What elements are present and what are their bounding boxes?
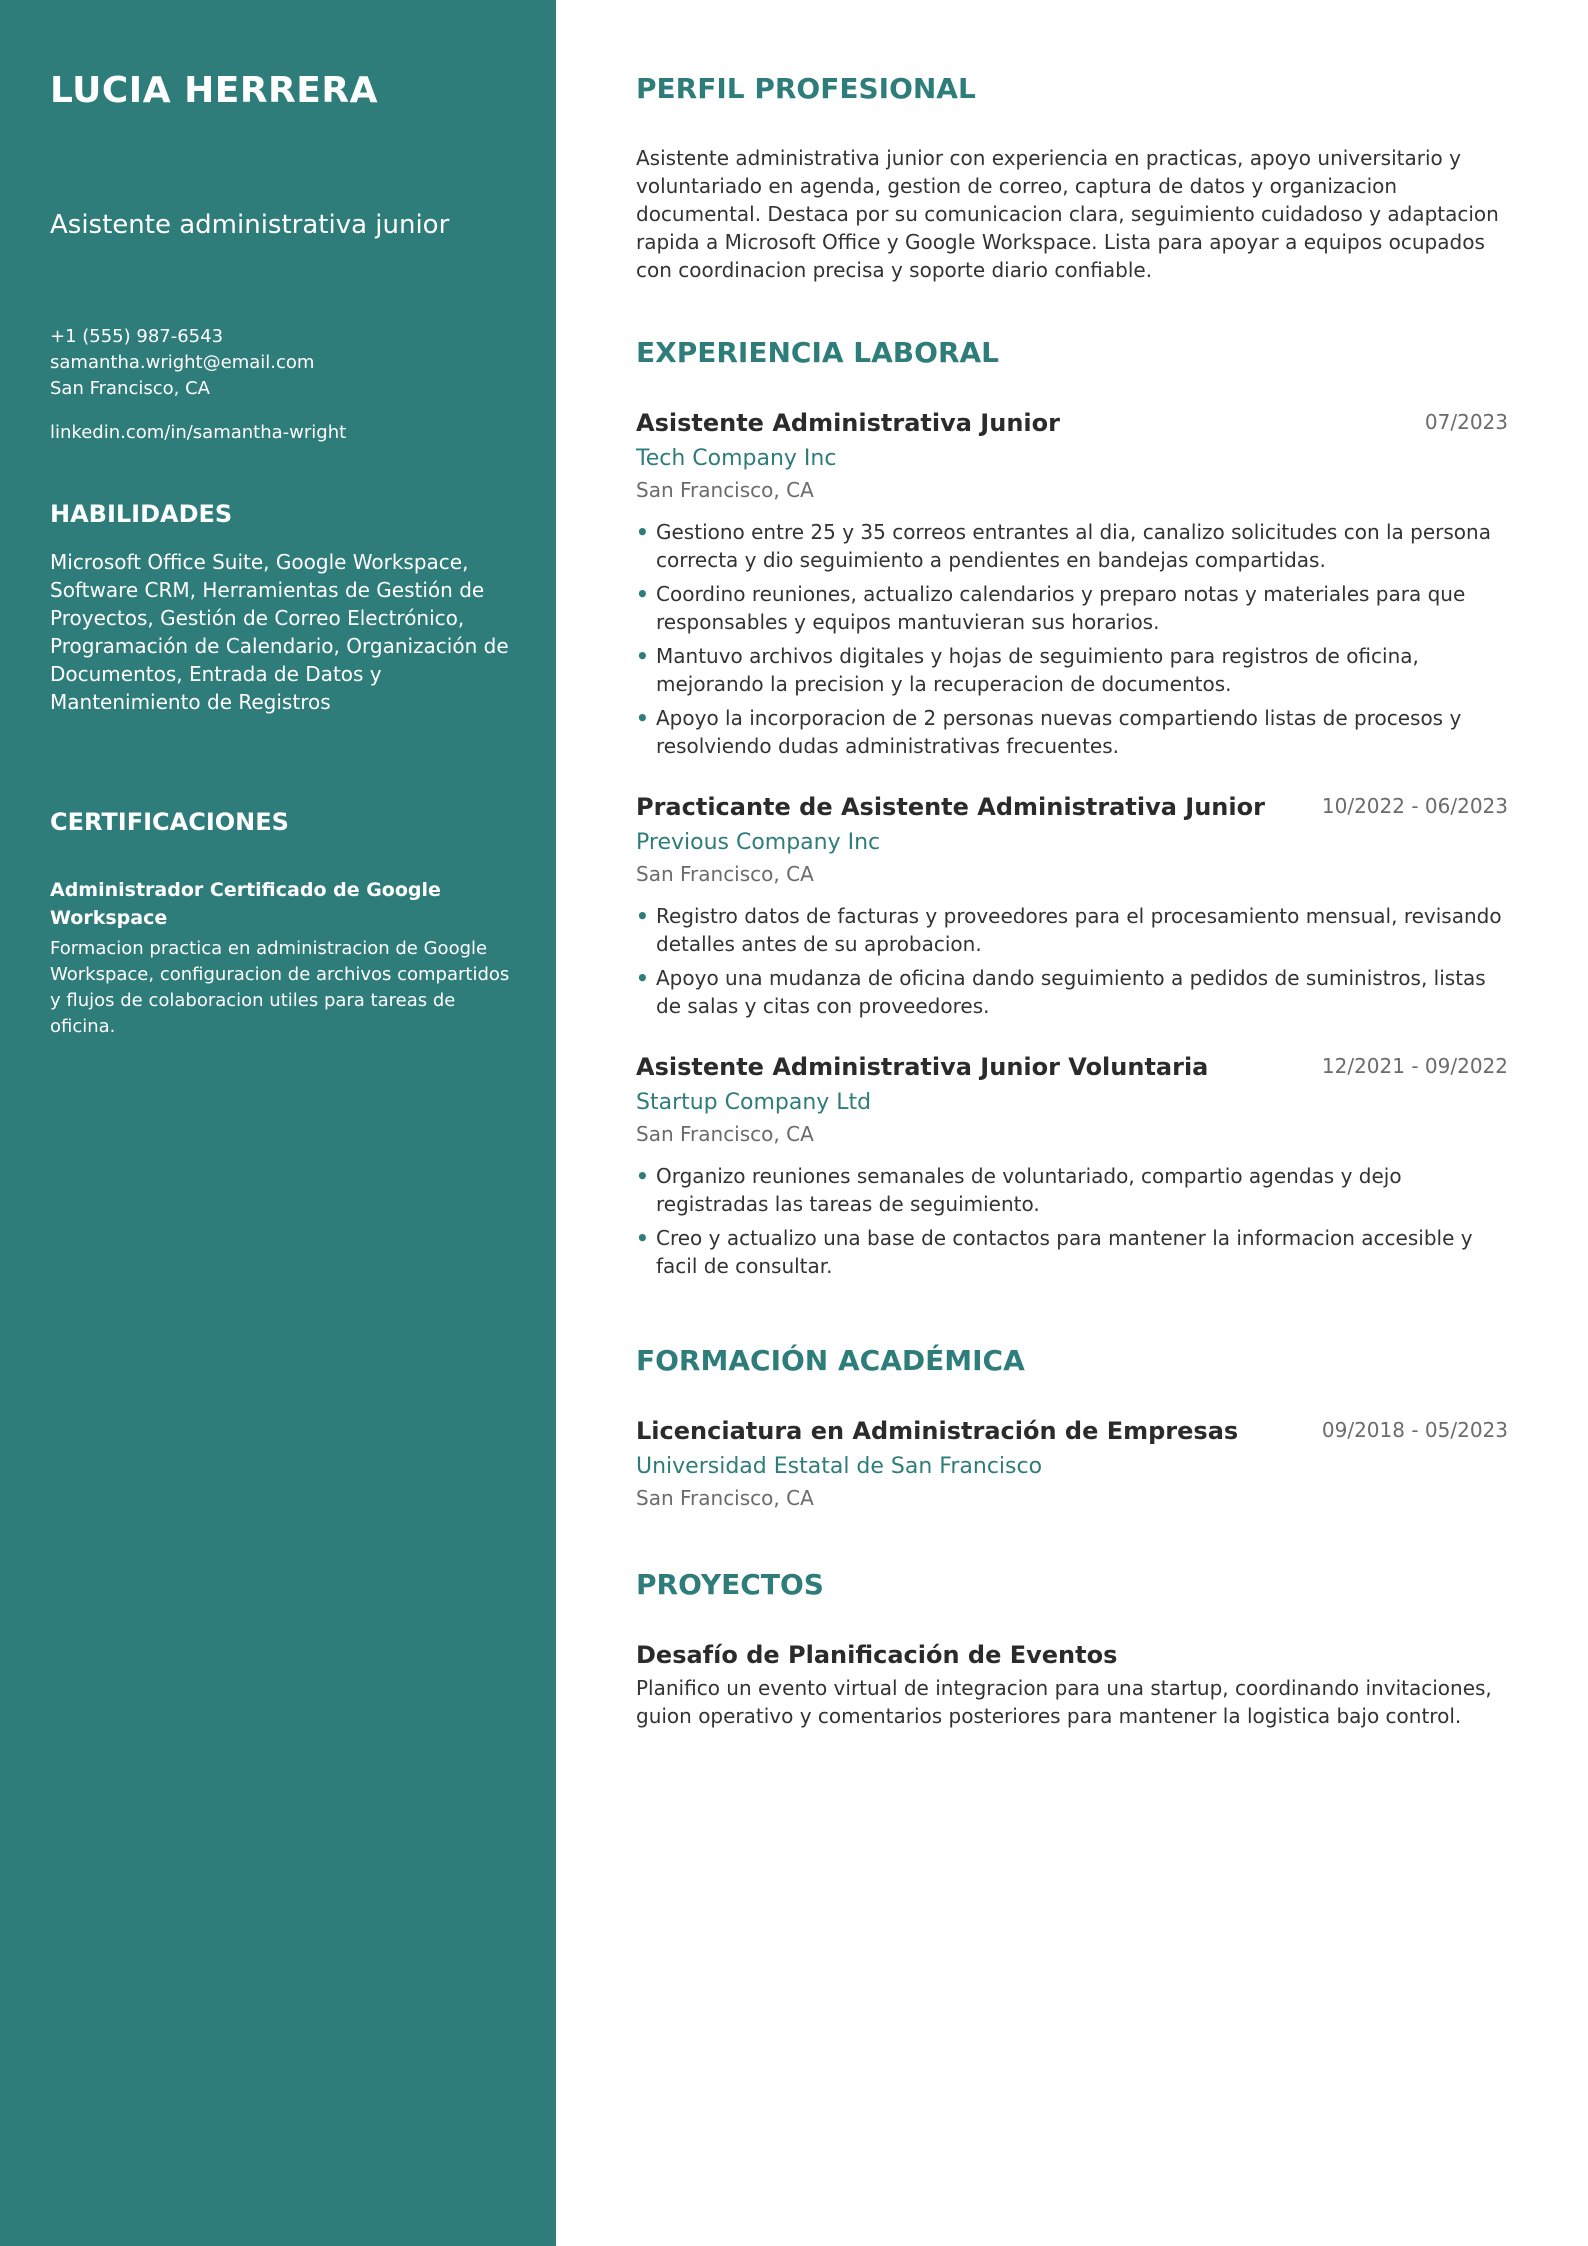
education-heading: FORMACIÓN ACADÉMICA	[636, 1344, 1025, 1377]
certifications-heading: CERTIFICACIONES	[50, 808, 289, 836]
job-entry	[636, 406, 1508, 766]
job-title: Asistente Administrativa Junior	[636, 409, 1060, 437]
job-entry	[636, 1050, 1508, 1286]
candidate-name: LUCIA HERRERA	[50, 70, 378, 111]
job-title: Practicante de Asistente Administrativa Junior	[636, 793, 1265, 821]
job-bullets	[636, 518, 1508, 760]
contact-linkedin[interactable]: linkedin.com/in/samantha-wright	[50, 422, 347, 443]
education-entry	[636, 1414, 1508, 1512]
job-title: Asistente Administrativa Junior Voluntaria	[636, 1053, 1209, 1081]
list-item: • Mantuvo archivos digitales y hojas de seguimiento para registros de oficina, mejorando la precision y la recuperacion de documentos.	[636, 644, 1419, 696]
school-name: Universidad Estatal de San Francisco	[636, 1454, 1043, 1479]
list-item: • Coordino reuniones, actualizo calendarios y preparo notas y materiales para que responsables y equipos mantuvieran sus horarios.	[636, 582, 1466, 634]
contact-phone: +1 (555) 987-6543	[50, 326, 224, 347]
skills-list: Microsoft Office Suite, Google Workspace, Software CRM, Herramientas de Gestión de Proyectos, Gestión de Correo Electrónico, Programación de Calendario, Organización de Documentos, Entrada de Datos y Mantenimiento de Registros	[50, 550, 509, 714]
certification-description: Formacion practica en administracion de Google Workspace, configuracion de archivos compartidos y flujos de colaboracion utiles para tareas de oficina.	[50, 938, 510, 1037]
job-location: San Francisco, CA	[636, 1122, 814, 1146]
job-bullets	[636, 1162, 1508, 1280]
list-item: • Organizo reuniones semanales de voluntariado, compartio agendas y dejo registradas las tareas de seguimiento.	[636, 1164, 1402, 1216]
school-location: San Francisco, CA	[636, 1486, 814, 1510]
job-bullets	[636, 902, 1508, 1020]
job-date: 10/2022 - 06/2023	[1321, 794, 1508, 818]
bullet-icon: •	[636, 644, 649, 668]
job-date: 07/2023	[1424, 410, 1508, 434]
certification-title: Administrador Certificado de Google Workspace	[50, 879, 441, 929]
project-description: Planifico un evento virtual de integracion para una startup, coordinando invitaciones, guion operativo y comentarios posteriores para mantener la logistica bajo control.	[636, 1676, 1492, 1728]
list-item: • Gestiono entre 25 y 35 correos entrantes al dia, canalizo solicitudes con la persona correcta y dio seguimiento a pendientes en bandejas compartidas.	[636, 520, 1491, 572]
project-entry	[636, 1638, 1508, 1730]
bullet-icon: •	[636, 904, 649, 928]
bullet-icon: •	[636, 582, 649, 606]
job-company: Tech Company Inc	[636, 446, 837, 471]
list-item: • Apoyo una mudanza de oficina dando seguimiento a pedidos de suministros, listas de salas y citas con proveedores.	[636, 966, 1486, 1018]
education-date: 09/2018 - 05/2023	[1321, 1418, 1508, 1442]
projects-heading: PROYECTOS	[636, 1568, 824, 1601]
list-item: • Creo y actualizo una base de contactos para mantener la informacion accesible y facil de consultar.	[636, 1226, 1473, 1278]
bullet-icon: •	[636, 1164, 649, 1188]
bullet-icon: •	[636, 706, 649, 730]
bullet-icon: •	[636, 966, 649, 990]
list-item: • Registro datos de facturas y proveedores para el procesamiento mensual, revisando detalles antes de su aprobacion.	[636, 904, 1502, 956]
sidebar	[0, 0, 556, 2246]
experience-heading: EXPERIENCIA LABORAL	[636, 336, 1000, 369]
candidate-headline: Asistente administrativa junior	[50, 210, 450, 240]
bullet-icon: •	[636, 520, 649, 544]
skills-heading: HABILIDADES	[50, 500, 233, 528]
contact-email[interactable]: samantha.wright@email.com	[50, 352, 315, 373]
profile-heading: PERFIL PROFESIONAL	[636, 72, 976, 105]
job-entry	[636, 790, 1508, 1026]
degree-title: Licenciatura en Administración de Empresas	[636, 1417, 1239, 1445]
job-date: 12/2021 - 09/2022	[1321, 1054, 1508, 1078]
job-company: Startup Company Ltd	[636, 1090, 872, 1115]
profile-summary: Asistente administrativa junior con experiencia en practicas, apoyo universitario y voluntariado en agenda, gestion de correo, captura de datos y organizacion documental. Destaca por su comunicacion clara, seguimiento cuidadoso y adaptacion rapida a Microsoft Office y Google Workspace. Lista para apoyar a equipos ocupados con coordinacion precisa y soporte diario confiable.	[636, 146, 1499, 282]
bullet-icon: •	[636, 1226, 649, 1250]
contact-location: San Francisco, CA	[50, 378, 210, 399]
job-location: San Francisco, CA	[636, 478, 814, 502]
project-title: Desafío de Planificación de Eventos	[636, 1641, 1118, 1669]
list-item: • Apoyo la incorporacion de 2 personas nuevas compartiendo listas de procesos y resolviendo dudas administrativas frecuentes.	[636, 706, 1462, 758]
contact-block	[50, 324, 314, 402]
job-company: Previous Company Inc	[636, 830, 881, 855]
job-location: San Francisco, CA	[636, 862, 814, 886]
